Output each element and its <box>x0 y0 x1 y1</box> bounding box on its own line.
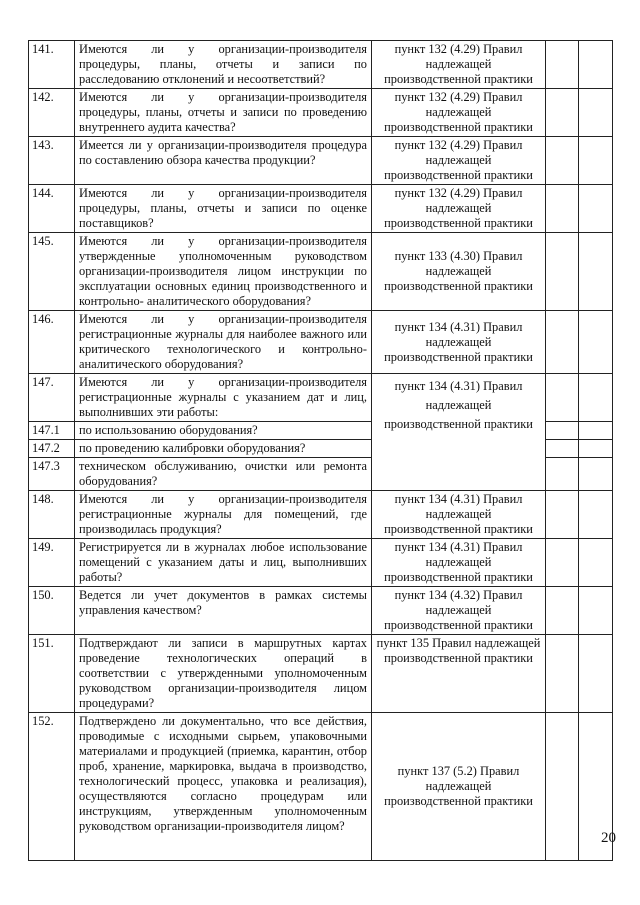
empty-cell <box>546 539 579 587</box>
row-number: 150. <box>29 587 75 635</box>
row-number: 145. <box>29 233 75 311</box>
empty-cell <box>546 374 579 422</box>
table-row <box>29 311 613 374</box>
question-text: Подтверждают ли записи в маршрутных картах проведение технологических операций в соответствии с утвержденными уполномоченным руководством организации-производителя лицом процедурами? <box>75 635 372 713</box>
empty-cell <box>579 374 613 422</box>
empty-cell <box>579 137 613 185</box>
question-text: Имеются ли у организации-производителя регистрационные журналы для наиболее важного или критического технологического и контрольно-аналитического оборудования? <box>75 311 372 374</box>
table-row <box>29 635 613 713</box>
table-row <box>29 587 613 635</box>
empty-cell <box>546 587 579 635</box>
row-number: 147.2 <box>29 440 75 458</box>
empty-cell <box>546 713 579 861</box>
row-number: 149. <box>29 539 75 587</box>
checklist-table <box>28 40 613 861</box>
question-text: по использованию оборудования? <box>75 422 372 440</box>
empty-cell <box>546 233 579 311</box>
empty-cell <box>579 422 613 440</box>
empty-cell <box>579 491 613 539</box>
row-number: 148. <box>29 491 75 539</box>
empty-cell <box>579 311 613 374</box>
empty-cell <box>579 539 613 587</box>
question-text: Имеются ли у организации-производителя процедуры, планы, отчеты и записи по проведению внутреннего аудита качества? <box>75 89 372 137</box>
reference-text: пункт 134 (4.31) Правил надлежащей производственной практики <box>372 491 546 539</box>
row-number: 142. <box>29 89 75 137</box>
reference-text: пункт 134 (4.31) Правил надлежащей производственной практики <box>372 374 546 491</box>
question-text: Ведется ли учет документов в рамках системы управления качеством? <box>75 587 372 635</box>
empty-cell <box>579 440 613 458</box>
row-number: 144. <box>29 185 75 233</box>
reference-text: пункт 132 (4.29) Правил надлежащей производственной практики <box>372 89 546 137</box>
row-number: 151. <box>29 635 75 713</box>
empty-cell <box>546 458 579 491</box>
empty-cell <box>579 233 613 311</box>
empty-cell <box>546 185 579 233</box>
reference-text: пункт 135 Правил надлежащей производственной практики <box>372 635 546 713</box>
row-number: 147. <box>29 374 75 422</box>
reference-text: пункт 137 (5.2) Правил надлежащей производственной практики <box>372 713 546 861</box>
question-text: Имеются ли у организации-производителя процедуры, планы, отчеты и записи по расследованию отклонений и несоответствий? <box>75 41 372 89</box>
question-text: техническом обслуживанию, очистки или ремонта оборудования? <box>75 458 372 491</box>
empty-cell <box>579 587 613 635</box>
table-row <box>29 233 613 311</box>
empty-cell <box>546 491 579 539</box>
question-text: по проведению калибровки оборудования? <box>75 440 372 458</box>
reference-text: пункт 134 (4.31) Правил надлежащей производственной практики <box>372 539 546 587</box>
question-text: Имеются ли у организации-производителя регистрационные журналы с указанием дат и лиц, выполнивших эти работы: <box>75 374 372 422</box>
empty-cell <box>579 635 613 713</box>
empty-cell <box>546 41 579 89</box>
question-text: Регистрируется ли в журналах любое использование помещений с указанием даты и лиц, выполнивших работы? <box>75 539 372 587</box>
table-row <box>29 41 613 89</box>
table-row <box>29 89 613 137</box>
table-row <box>29 374 613 422</box>
reference-text: пункт 134 (4.31) Правил надлежащей производственной практики <box>372 311 546 374</box>
row-number: 146. <box>29 311 75 374</box>
table-row <box>29 713 613 861</box>
question-text: Имеются ли у организации-производителя процедуры, планы, отчеты и записи по оценке поставщиков? <box>75 185 372 233</box>
reference-text: пункт 132 (4.29) Правил надлежащей производственной практики <box>372 137 546 185</box>
page-number: 20 <box>601 830 616 846</box>
row-number: 147.3 <box>29 458 75 491</box>
empty-cell <box>546 89 579 137</box>
empty-cell <box>579 89 613 137</box>
row-number: 152. <box>29 713 75 861</box>
reference-text: пункт 132 (4.29) Правил надлежащей производственной практики <box>372 185 546 233</box>
reference-text: пункт 134 (4.32) Правил надлежащей производственной практики <box>372 587 546 635</box>
empty-cell <box>546 311 579 374</box>
empty-cell <box>546 440 579 458</box>
row-number: 143. <box>29 137 75 185</box>
empty-cell <box>579 185 613 233</box>
row-number: 141. <box>29 41 75 89</box>
table-row <box>29 185 613 233</box>
question-text: Имеется ли у организации-производителя процедура по составлению обзора качества продукции? <box>75 137 372 185</box>
reference-text: пункт 133 (4.30) Правил надлежащей производственной практики <box>372 233 546 311</box>
question-text: Подтверждено ли документально, что все действия, проводимые с исходными сырьем, упаковочными материалами и продукцией (приемка, карантин, отбор проб, хранение, маркировка, выдача в производство, технологический процесс, упаковка и реализация), осуществляются согласно процедурам или инструкциям, утвержденным уполномоченным руководством организации-производителя лицом? <box>75 713 372 861</box>
question-text: Имеются ли у организации-производителя регистрационные журналы для помещений, где производилась продукция? <box>75 491 372 539</box>
row-number: 147.1 <box>29 422 75 440</box>
question-text: Имеются ли у организации-производителя утвержденные уполномоченным руководством организации-производителя лицом инструкции по эксплуатации основных единиц производственного и контрольно- аналитического оборудования? <box>75 233 372 311</box>
table-row <box>29 137 613 185</box>
empty-cell <box>546 137 579 185</box>
table-row <box>29 491 613 539</box>
empty-cell <box>546 635 579 713</box>
empty-cell <box>546 422 579 440</box>
reference-text: пункт 132 (4.29) Правил надлежащей производственной практики <box>372 41 546 89</box>
empty-cell <box>579 41 613 89</box>
table-row <box>29 539 613 587</box>
empty-cell <box>579 458 613 491</box>
